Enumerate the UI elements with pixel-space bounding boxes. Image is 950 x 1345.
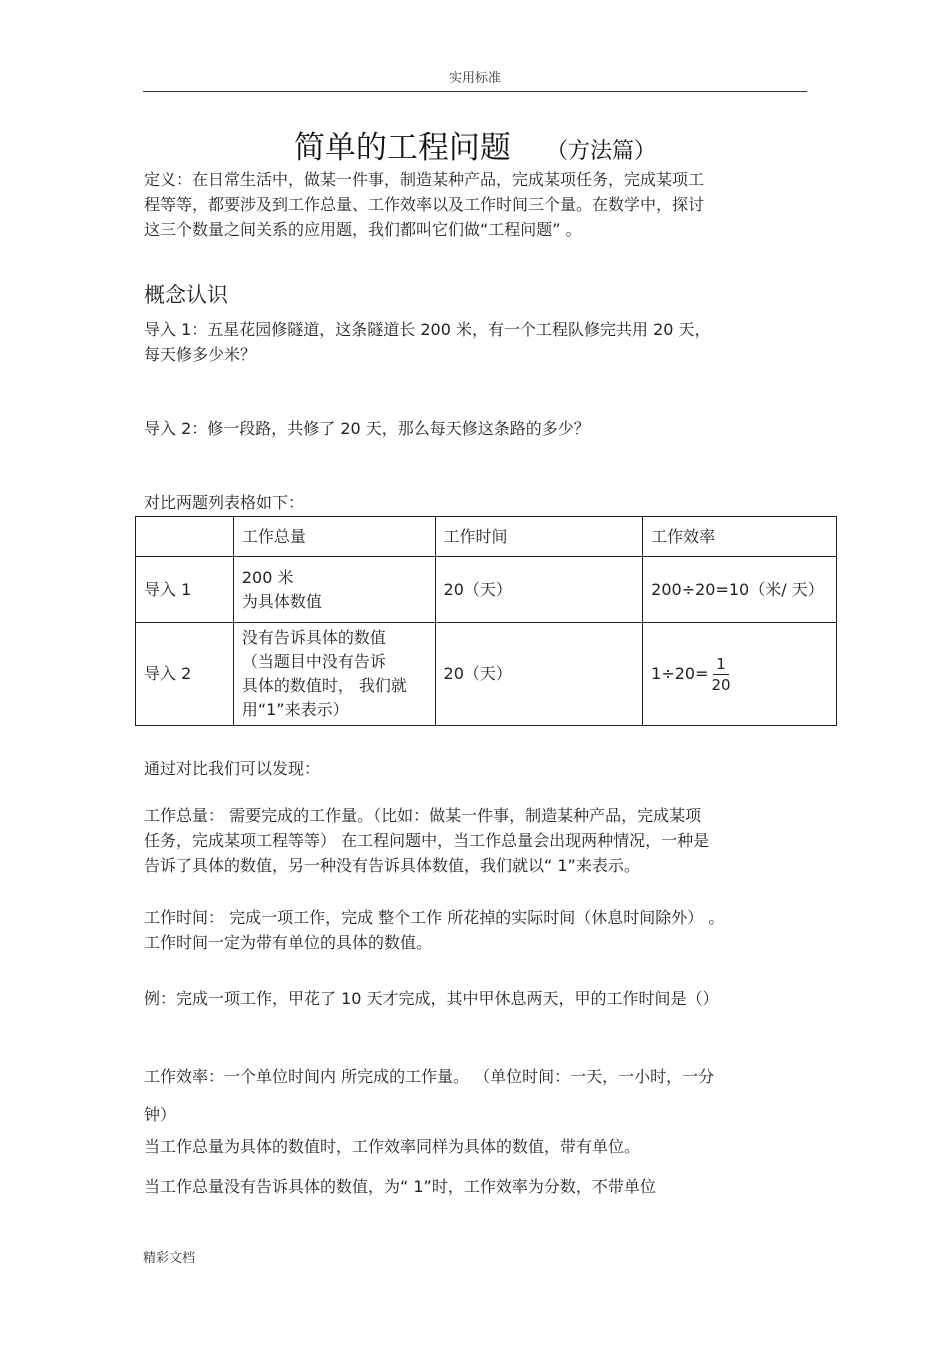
comparison-table [135,516,837,726]
definition-paragraph [144,167,704,242]
header-cell: 工作效率 [643,517,837,557]
definition-line: 这三个数量之间关系的应用题，我们都叫它们做“工程问题” 。 [144,220,582,239]
total-cell [233,623,435,726]
total-line: 为具体数值 [241,591,322,611]
total-line: 具体的数值时， 我们就 [241,676,407,695]
time-cell: 20（天） [435,623,643,726]
page-footer: 精彩文档 [143,1251,196,1266]
table-row [136,557,837,623]
rate-note: 当工作总量为具体的数值时，工作效率同样为具体的数值，带有单位。 [144,1137,641,1156]
work-total-line: 任务，完成某项工程等等） 在工程问题中，当工作总量会出现两种情况，一种是 [144,831,710,850]
table-row [136,623,837,726]
work-total-line: 告诉了具体的数值，另一种没有告诉具体数值，我们就以“ 1”来表示。 [144,856,640,875]
definition-line: 定义：在日常生活中，做某一件事，制造某种产品，完成某项任务，完成某项工 [144,170,705,189]
intro1-paragraph [144,317,711,367]
concept-heading: 概念认识 [144,283,228,307]
work-time-line: 工作时间一定为带有单位的具体的数值。 [144,933,433,952]
intro1-line: 每天修多少米？ [144,345,257,364]
fraction [709,654,734,695]
definition-line: 程等等，都要涉及到工作总量、工作效率以及工作时间三个量。在数学中，探讨 [144,195,705,214]
intro2-paragraph: 导入 2：修一段路，共修了 20 天，那么每天修这条路的多少？ [144,419,590,438]
work-rate-line: 钟） [144,1105,177,1124]
row-label: 导入 2 [136,623,234,726]
intro1-line: 导入 1：五星花园修隧道，这条隧道长 200 米，有一个工程队修完共用 20 天， [144,320,711,339]
header-rule [143,91,807,92]
work-total-line: 工作总量： 需要完成的工作量。（比如：做某一件事，制造某种产品，完成某项 [144,806,702,825]
table-header-row [136,517,837,557]
work-total-paragraph [144,803,709,878]
rate-cell: 200÷20=10（米/ 天） [643,557,837,623]
fraction-numerator: 1 [713,654,729,675]
example-paragraph: 例：完成一项工作，甲花了 10 天才完成，其中甲休息两天，甲的工作时间是（） [144,989,719,1008]
row-label: 导入 1 [136,557,234,623]
rate-prefix: 1÷20= [651,663,709,683]
work-rate-paragraph [144,1058,714,1134]
total-line: 没有告诉具体的数值 [241,628,386,647]
header-cell: 工作总量 [233,517,435,557]
header-cell: 工作时间 [435,517,643,557]
compare-intro: 通过对比我们可以发现： [144,759,321,778]
total-cell [233,557,435,623]
rate-note: 当工作总量没有告诉具体的数值，为“ 1”时，工作效率为分数，不带单位 [144,1177,656,1196]
work-time-line: 工作时间： 完成一项工作，完成 整个工作 所花掉的实际时间（休息时间除外） 。 [144,908,725,927]
title-sub: （方法篇） [546,139,657,164]
total-line: （当题目中没有告诉 [241,652,386,671]
work-time-paragraph [144,905,724,955]
table-caption: 对比两题列表格如下： [144,493,305,512]
title-main: 简单的工程问题 [293,130,511,166]
document-title [0,122,950,167]
header-cell [136,517,234,557]
work-rate-line: 工作效率：一个单位时间内 所完成的工作量。 （单位时间：一天，一小时，一分 [144,1067,715,1086]
time-cell: 20（天） [435,557,643,623]
total-line: 200 米 [241,567,294,587]
total-line: 用“1”来表示） [241,700,349,719]
rate-cell [643,623,837,726]
fraction-denominator: 20 [711,675,731,694]
page-header: 实用标准 [448,71,501,86]
